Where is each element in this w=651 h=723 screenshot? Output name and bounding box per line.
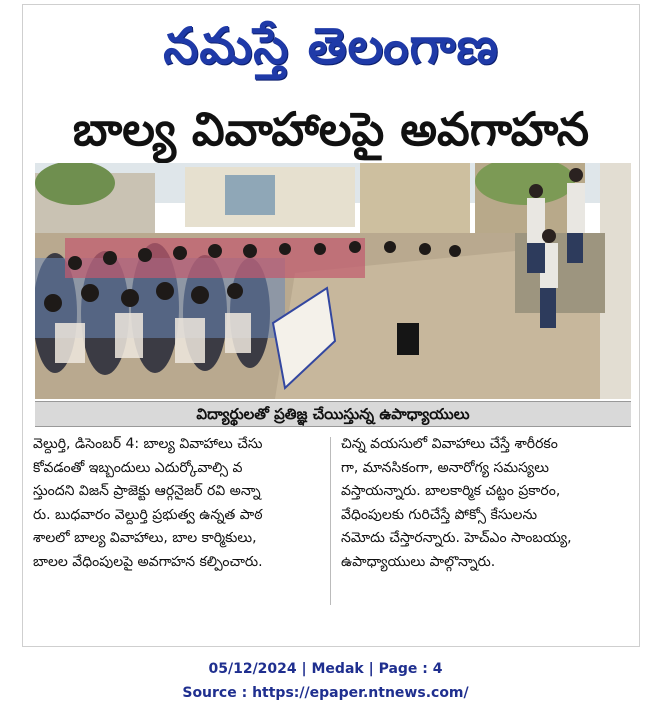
article-text-line: వేధింపులకు గురిచేస్తే పోక్సో కేసులను — [341, 506, 538, 523]
article-text-line: ఉపాధ్యాయులు పాల్గొన్నారు. — [341, 553, 496, 570]
column-divider — [330, 437, 331, 605]
article-text-line: గా, మానసికంగా, అనారోగ్య సమస్యలు — [341, 459, 549, 476]
article-text-line: రు. బుధవారం వెల్దుర్తి ప్రభుత్వ ఉన్నత పాఠ — [33, 506, 263, 523]
article-text-line: కోవడంతో ఇబ్బందులు ఎదుర్కోవాల్సి వ — [33, 459, 243, 476]
newspaper-clipping — [22, 4, 640, 647]
article-text-line: నమోదు చేస్తారన్నారు. హెచ్‌ఎం సాంబయ్య, — [341, 530, 572, 546]
article-text-line: వస్తాయన్నారు. బాలకార్మిక చట్టం ప్రకారం, — [341, 483, 561, 499]
article-text-line: బాలల వేధింపులపై అవగాహన కల్పించారు. — [33, 553, 263, 570]
article-column-left — [33, 433, 321, 574]
article-text-line: చిన్న వయసులో వివాహాలు చేస్తే శారీరకం — [341, 436, 558, 452]
article-text-line: వెల్దుర్తి, డిసెంబర్ 4: బాల్య వివాహాలు చేసు — [33, 436, 263, 452]
newspaper-masthead: నమస్తే తెలంగాణ — [163, 16, 499, 75]
article-photo — [35, 163, 631, 399]
article-text-line: స్తుందని విజన్ ప్రాజెక్టు ఆర్గనైజర్ రవి అన్నా — [33, 483, 261, 499]
article-headline: బాల్య వివాహాలపై అవగాహన — [72, 102, 590, 156]
article-text-line: శాలలో బాల్య వివాహాలు, బాల కార్మికులు, — [33, 530, 257, 546]
source-line: Source : https://epaper.ntnews.com/ — [182, 685, 469, 701]
article-column-right — [341, 433, 629, 574]
photo-caption: విద్యార్థులతో ప్రతిజ్ఞ చేయిస్తున్న ఉపాధ్యాయులు — [35, 401, 631, 427]
edition-date-line: 05/12/2024 | Medak | Page : 4 — [208, 661, 443, 677]
